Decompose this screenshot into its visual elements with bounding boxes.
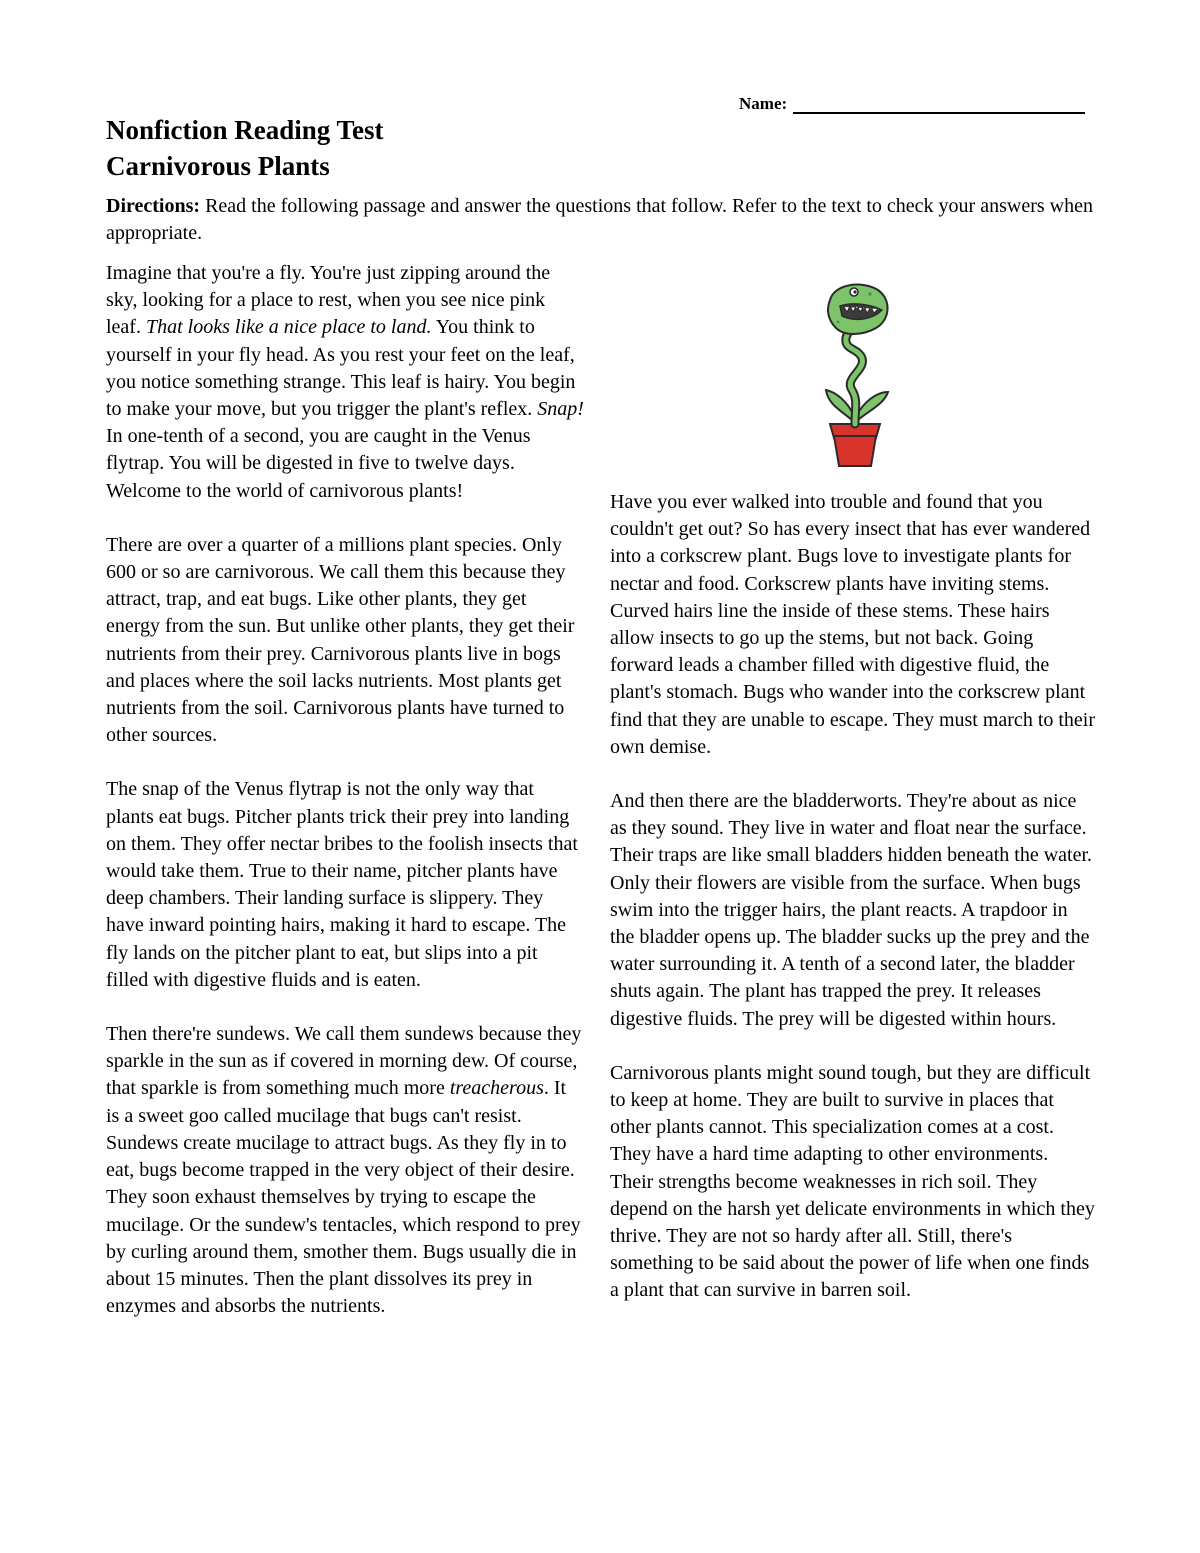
directions [106, 193, 1096, 247]
paragraph-1-part-a: Imagine that you're a fly. You're just zipping around the sky, looking for a place to rest, when you see nice pink leaf. [106, 262, 551, 339]
paragraph-1-italic-b: Snap! [537, 398, 584, 421]
paragraph-1-part-b: You think to yourself in your fly head. As you rest your feet on the leaf, you notice something strange. This leaf is hairy. You begin to make your move, but you trigger the plant's reflex. [106, 316, 576, 421]
carnivorous-plant-icon [800, 278, 910, 470]
name-label: Name: [739, 94, 788, 113]
name-field[interactable] [739, 88, 1085, 114]
paragraph-1-part-c: In one-tenth of a second, you are caught in the Venus flytrap. You will be digested in five to twelve days. Welcome to the world of carnivorous plants! [106, 425, 531, 502]
passage-right-column [610, 489, 1096, 1305]
paragraph-4 [106, 1021, 584, 1320]
title-line-2: Carnivorous Plants [106, 151, 330, 181]
paragraph-3: The snap of the Venus flytrap is not the only way that plants eat bugs. Pitcher plants trick their prey into landing on them. They offer nectar bribes to the foolish insects that would take them. True to their name, pitcher plants have deep chambers. Their landing surface is slippery. They have inward pointing hairs, making it hard to escape. The fly lands on the pitcher plant to eat, but slips into a pit filled with digestive fluids and is eaten. [106, 778, 578, 991]
directions-label: Directions: [106, 195, 201, 217]
paragraph-1 [106, 260, 584, 505]
paragraph-4-part-b: . It is a sweet goo called mucilage that bugs can't resist. Sundews create mucilage to attract bugs. As they fly in to eat, bugs become trapped in the very object of their desire. They soon exhaust themselves by trying to escape the mucilage. Or the sundew's tentacles, which respond to prey by curling around them, smother them. Bugs usually die in about 15 minutes. Then the plant dissolves its prey in enzymes and absorbs the nutrients. [106, 1077, 581, 1318]
paragraph-4-italic: treacherous [449, 1077, 544, 1100]
paragraph-6: And then there are the bladderworts. They're about as nice as they sound. They live in water and float near the surface. Their traps are like small bladders hidden beneath the water. Only their flowers are visible from the surface. When bugs swim into the trigger hairs, the plant reacts. A trapdoor in the bladder opens up. The bladder sucks up the prey and the water surrounding it. A tenth of a second later, the bladder shuts again. The plant has trapped the prey. It releases digestive fluids. The prey will be digested within hours. [610, 790, 1093, 1030]
paragraph-5: Have you ever walked into trouble and found that you couldn't get out? So has every insect that has ever wandered into a corkscrew plant. Bugs love to investigate plants for nectar and food. Corkscrew plants have inviting stems. Curved hairs line the inside of these stems. These hairs allow insects to go up the stems, but not back. Going forward leads a chamber filled with digestive fluid, the plant's stomach. Bugs who wander into the corkscrew plant find that they are unable to escape. They must march to their own demise. [610, 491, 1096, 758]
page-title [106, 112, 384, 184]
paragraph-4-part-a: Then there're sundews. We call them sundews because they sparkle in the sun as if covered in morning dew. Of course, that sparkle is from something much more [106, 1023, 582, 1100]
name-blank-line[interactable] [793, 94, 1085, 114]
title-line-1: Nonfiction Reading Test [106, 115, 384, 145]
paragraph-1-italic-a: That looks like a nice place to land. [145, 316, 432, 339]
directions-text: Read the following passage and answer the questions that follow. Refer to the text to check your answers when appropriate. [106, 195, 1093, 244]
paragraph-7: Carnivorous plants might sound tough, but they are difficult to keep at home. They are built to survive in places that other plants cannot. This specialization comes at a cost. They have a hard time adapting to other environments. Their strengths become weaknesses in rich soil. They depend on the harsh yet delicate environments in which they thrive. They are not so hardy after all. Still, there's something to be said about the power of life when one finds a plant that can survive in barren soil. [610, 1061, 1095, 1302]
passage-left-column [106, 260, 584, 1320]
paragraph-2: There are over a quarter of a millions plant species. Only 600 or so are carnivorous. We call them this because they attract, trap, and eat bugs. Like other plants, they get energy from the sun. But unlike other plants, they get their nutrients from their prey. Carnivorous plants live in bogs and places where the soil lacks nutrients. Most plants get nutrients from the soil. Carnivorous plants have turned to other sources. [106, 533, 575, 747]
